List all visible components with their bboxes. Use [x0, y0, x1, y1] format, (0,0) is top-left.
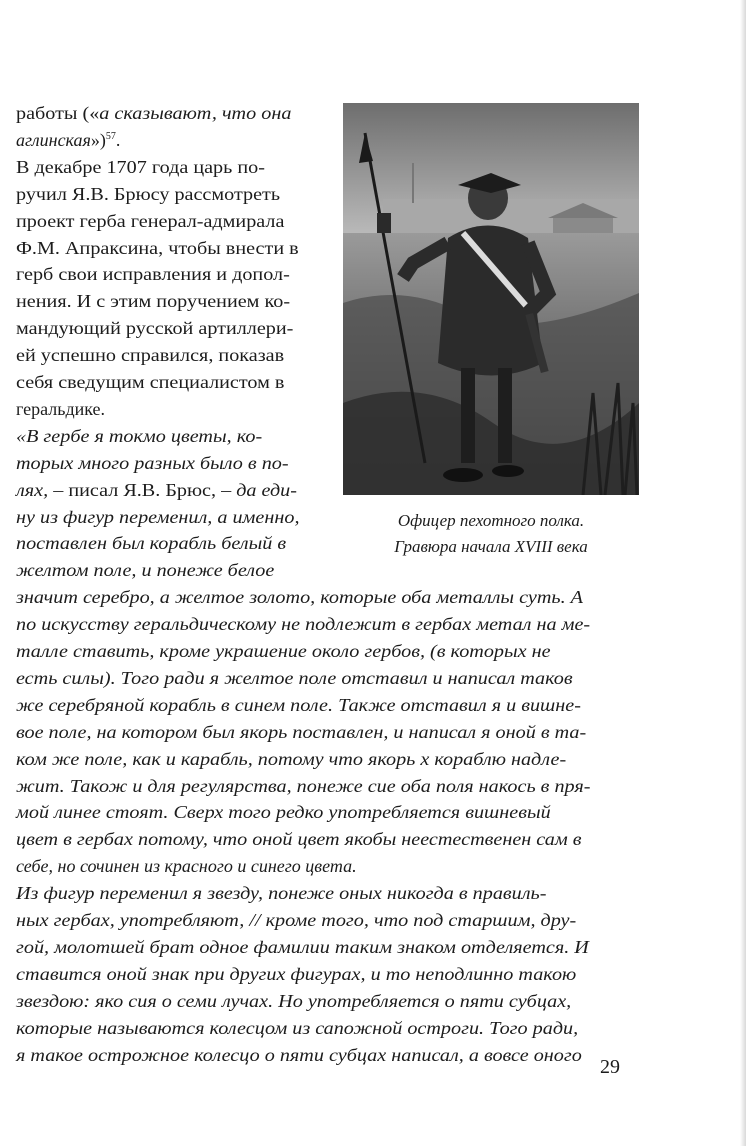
text-run: ей успешно справился, показав	[16, 345, 285, 366]
text-line	[16, 480, 297, 501]
caption-line: Офицер пехотного полка.	[397, 511, 585, 530]
text-run: ручил Я.В. Брюсу рассмотреть	[16, 183, 281, 204]
text-line	[16, 184, 280, 205]
text-run: работы («	[16, 103, 100, 123]
text-line	[16, 722, 586, 743]
text-line	[16, 776, 590, 797]
text-line	[16, 695, 581, 716]
text-line	[16, 345, 284, 366]
text-run: Из фигур переменил я звезду, понеже оных никогда в правиль-	[16, 883, 547, 904]
text-run: В декабре 1707 года царь по-	[16, 156, 265, 177]
text-run: себе, но сочинен из красного и синего цвета.	[16, 856, 357, 877]
text-line	[16, 560, 274, 581]
figure-caption	[343, 508, 639, 560]
text-line	[16, 533, 286, 554]
text-run: ставится оной знак при других фигурах, и то неподлинно такою	[16, 963, 577, 984]
text-run: проект герба генерал-адмирала	[16, 210, 285, 231]
page-edge-shadow	[740, 0, 746, 1146]
caption-line: Гравюра начала XVIII века	[394, 537, 588, 556]
text-run: талле ставить, кроме украшение около гербов, (в которых не	[16, 641, 551, 661]
text-run: вое поле, на котором был якорь поставлен, и написал я оной в та-	[16, 721, 587, 742]
text-line	[16, 453, 289, 474]
text-run: гой, молотшей брат одное фамилии таким знаком отделяется. И	[16, 936, 589, 957]
text-line	[16, 937, 589, 958]
text-run: которые называются колесцом из сапожной остроги. Того ради,	[16, 1017, 579, 1038]
text-run: жит. Також и для регулярства, понеже сие оба поля накось в пря-	[16, 775, 591, 796]
text-line	[16, 587, 583, 608]
text-run: »)	[90, 129, 106, 150]
text-line	[16, 641, 551, 662]
text-line	[16, 1045, 582, 1066]
text-line	[16, 991, 571, 1012]
text-line	[16, 372, 284, 393]
text-line	[16, 238, 299, 259]
text-line	[16, 399, 105, 420]
text-line	[16, 1018, 578, 1039]
text-run: я такое острожное колесцо о пяти субцах написал, а вовсе оного	[16, 1044, 582, 1065]
text-run: мандующий русской артиллери-	[16, 318, 294, 339]
text-run: аглинская	[16, 129, 91, 150]
text-line	[16, 211, 284, 232]
text-run: Ф.М. Апраксина, чтобы внести в	[16, 237, 299, 258]
text-run: себя сведущим специалистом в	[16, 372, 285, 392]
engraving-figure	[343, 103, 639, 495]
text-run: есть силы). Того ради я желтое поле отставил и написал таков	[16, 667, 573, 688]
text-line	[16, 264, 290, 285]
text-run: же серебряной корабль в синем поле. Также отставил я и вишне-	[16, 694, 581, 715]
text-line	[16, 130, 120, 151]
text-line	[16, 910, 576, 931]
footnote-ref: 57	[105, 130, 116, 142]
text-run: геральдике.	[16, 398, 106, 419]
text-run: ком же поле, как и карабль, потому что якорь х кораблю надле-	[16, 748, 567, 769]
text-run: – писал Я.В. Брюс, –	[53, 479, 237, 500]
text-run: значит серебро, а желтое золото, которые оба металлы суть. А	[16, 587, 583, 608]
text-run: нения. И с этим поручением ко-	[16, 291, 291, 312]
text-line	[16, 802, 551, 823]
text-line	[16, 507, 300, 528]
text-run: а сказывают, что она	[99, 103, 292, 123]
text-run: поставлен был корабль белый в	[16, 533, 287, 554]
text-line	[16, 318, 293, 339]
text-run: по искусству геральдическому не подлежит в гербах метал на ме-	[16, 614, 591, 635]
text-run: цвет в гербах потому, что оной цвет якобы неестественен сам в	[16, 829, 582, 850]
text-line	[16, 964, 576, 985]
text-run: мой линее стоят. Сверх того редко употребляется вишневый	[16, 802, 551, 823]
text-line	[16, 426, 262, 447]
text-line	[16, 668, 573, 689]
text-run: «В гербе я токмо цветы, ко-	[16, 425, 263, 446]
text-run: .	[115, 129, 121, 150]
text-run: герб свои исправления и допол-	[16, 264, 290, 285]
text-line	[16, 103, 291, 124]
text-run: торых много разных было в по-	[16, 452, 289, 473]
text-line	[16, 157, 265, 178]
text-run: звездою: яко сия о семи лучах. Но употребляется о пяти субцах,	[16, 990, 572, 1011]
text-line	[16, 856, 357, 877]
text-line	[16, 749, 566, 770]
text-line	[16, 291, 290, 312]
text-line	[16, 883, 546, 904]
text-run: ных гербах, употребляют, // кроме того, что под старшим, дру-	[16, 910, 577, 930]
text-run: лях,	[16, 479, 54, 500]
text-line	[16, 614, 590, 635]
text-line	[16, 829, 581, 850]
page-number: 29	[600, 1056, 620, 1078]
text-run: да еди-	[236, 479, 297, 500]
text-run: ну из фигур переменил, а именно,	[16, 506, 300, 527]
text-run: желтом поле, и понеже белое	[16, 560, 275, 581]
engraving-image	[343, 103, 639, 495]
